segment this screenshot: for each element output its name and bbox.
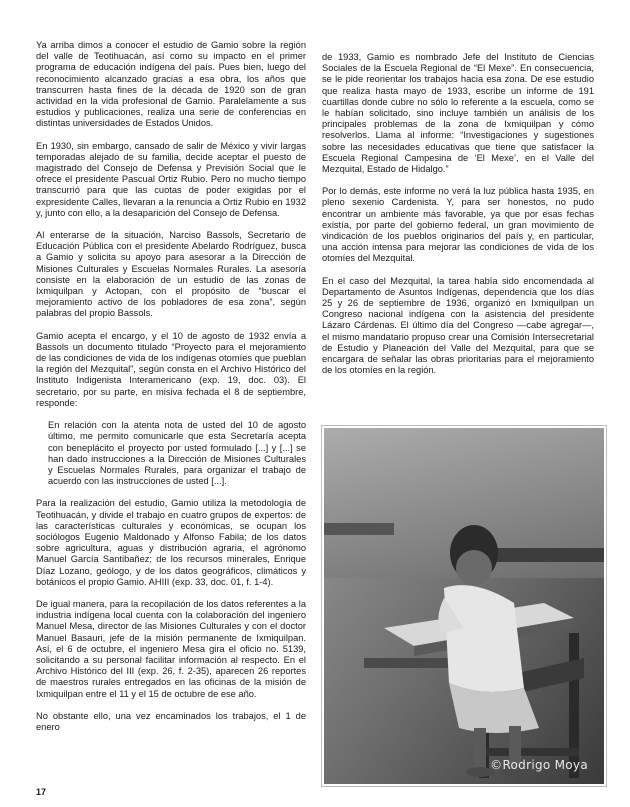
- paragraph: De igual manera, para la recopilación de los datos referentes a la industria indígena local cuenta con la colaboración del ingeniero Manuel Mesa, director de las Misiones Culturales y con el doctor Manuel Basauri, jefe de la misión permanente de Ixmiquilpan. Así, el 6 de octubre, el ingeniero Mesa gira el oficio no. 5139, solicitando a su personal facilitar información al respecto. En el Archivo Histórico del III (exp. 26, f. 2-35), aparecen 26 reportes de maestros rurales entregados en las oficinas de la misión de Ixmiquilpan entre el 11 y el 15 de octubre de ese año.: [36, 598, 306, 699]
- photograph: [322, 426, 606, 786]
- photo-illustration: [324, 428, 604, 784]
- photo-credit: ©Rodrigo Moya: [490, 758, 588, 772]
- left-column: [36, 40, 306, 744]
- paragraph: Para la realización del estudio, Gamio utiliza la metodología de Teotihuacán, y divide el trabajo en cuatro grupos de expertos: de las características culturales y económicas, se ocupan los sociólogos Eugenio Maldonado y Alfonso Fabila; de los datos sobre agricultura, aguas y distribución agraria, el agrónomo Manuel García Santibañez; de los recursos minerales, Enrique Díaz Lozano, geólogo, y de los datos geográficos, climáticos y botánicos el propio Gamio. AHIII (exp. 33, doc. 01, f. 1-4).: [36, 498, 306, 587]
- block-quote: En relación con la atenta nota de usted del 10 de agosto último, me permito comunicarle que esta Secretaría acepta con beneplácito el proyecto por usted formulado [...] y [...] se han dado instrucciones a la Dirección de Misiones Culturales y Escuelas Normales Rurales, para organizar el trabajo de acuerdo con las instrucciones de usted [...].: [48, 420, 306, 487]
- paragraph: En 1930, sin embargo, cansado de salir de México y vivir largas temporadas alejado de su familia, decide aceptar el puesto de magistrado del Consejo de Defensa y Previsión Social que le ofrece el presidente Pascual Ortiz Rubio. Pero no mucho tiempo transcurrió para que las cuotas de poder exigidas por el expresidente Calles, llevaran a la renuncia a Ortiz Rubio en 1932 y, junto con ello, a la desaparición del Consejo de Defensa.: [36, 140, 306, 218]
- paragraph: de 1933, Gamio es nombrado Jefe del Instituto de Ciencias Sociales de la Escuela Regional de “El Mexe”. En consecuencia, se le pide reorientar los trabajos hacia esa zona. De ese estudio que realiza hasta mayo de 1933, escribe un informe de 191 cuartillas donde cubre no sólo lo referente a la escuela, como se le habían solicitado, sino incluye también un análisis de los principales problemas de la zona de Ixmiquilpan y cómo resolverlos. Llama al informe: “Investigaciones y sugestiones sobre las necesidades educativas que tiene que satisfacer la Escuela Regional Campesina de ‘El Mexe’, en el Valle del Mezquital, Estado de Hidalgo.”: [322, 52, 594, 175]
- paragraph: No obstante ello, una vez encaminados los trabajos, el 1 de enero: [36, 710, 306, 732]
- page-number: 17: [36, 787, 47, 797]
- paragraph: Ya arriba dimos a conocer el estudio de Gamio sobre la región del valle de Teotihuacán, así como su impacto en el primer programa de educación indígena del país. Pues bien, luego del reconocimiento alcanzado gracias a esa obra, los años que transcurren hasta fines de la década de 1920 son de gran actividad en la vida profesional de Gamio. Paralelamente a sus estudios y publicaciones, realiza una serie de conferencias en distintas universidades de Estados Unidos.: [36, 40, 306, 129]
- paragraph: Al enterarse de la situación, Narciso Bassols, Secretario de Educación Pública con el presidente Abelardo Rodríguez, busca a Gamio y solicita su apoyo para asesorar a la Dirección de Misiones Culturales y Escuelas Normales Rurales. La asesoría consiste en la elaboración de un estudio de las zonas de Ixmiquilpan y Actopan, con el propósito de “buscar el mejoramiento activo de los pobladores de esa zona”, según palabras del propio Bassols.: [36, 230, 306, 319]
- paragraph: Por lo demás, este informe no verá la luz pública hasta 1935, en pleno sexenio Cardenista. Y, para ser honestos, no pudo encontrar un ambiente más favorable, ya que por esas fechas existía, por parte del gobierno federal, un gran movimiento de vindicación de los pueblos originarios del país y, en particular, una acción intensa para mejorar las condiciones de vida de los otomíes del Mezquital.: [322, 186, 594, 264]
- paragraph: Gamio acepta el encargo, y el 10 de agosto de 1932 envía a Bassols un documento titulado “Proyecto para el mejoramiento de las condiciones de vida de los indígenas otomíes que pueblan la región del Mezquital”, según consta en el Archivo Histórico del Instituto Indigenista Interamericano (exp. 19, doc. 03). El secretario, por su parte, en misiva fechada el 8 de septiembre, responde:: [36, 330, 306, 408]
- right-column: [322, 52, 594, 387]
- paragraph: En el caso del Mezquital, la tarea había sido encomendada al Departamento de Asuntos Indígenas, dependencia que los días 25 y 26 de septiembre de 1936, organizó en Ixmiquilpan un Congreso nacional indígena con la asistencia del presidente Lázaro Cárdenas. El último día del Congreso —cabe agregar—, el mismo mandatario propuso crear una Comisión Intersecretarial de Estudio y Planeación del Valle del Mezquital, para que se encargara de señalar las obras prioritarias para el mejoramiento de los otomíes en la región.: [322, 275, 594, 376]
